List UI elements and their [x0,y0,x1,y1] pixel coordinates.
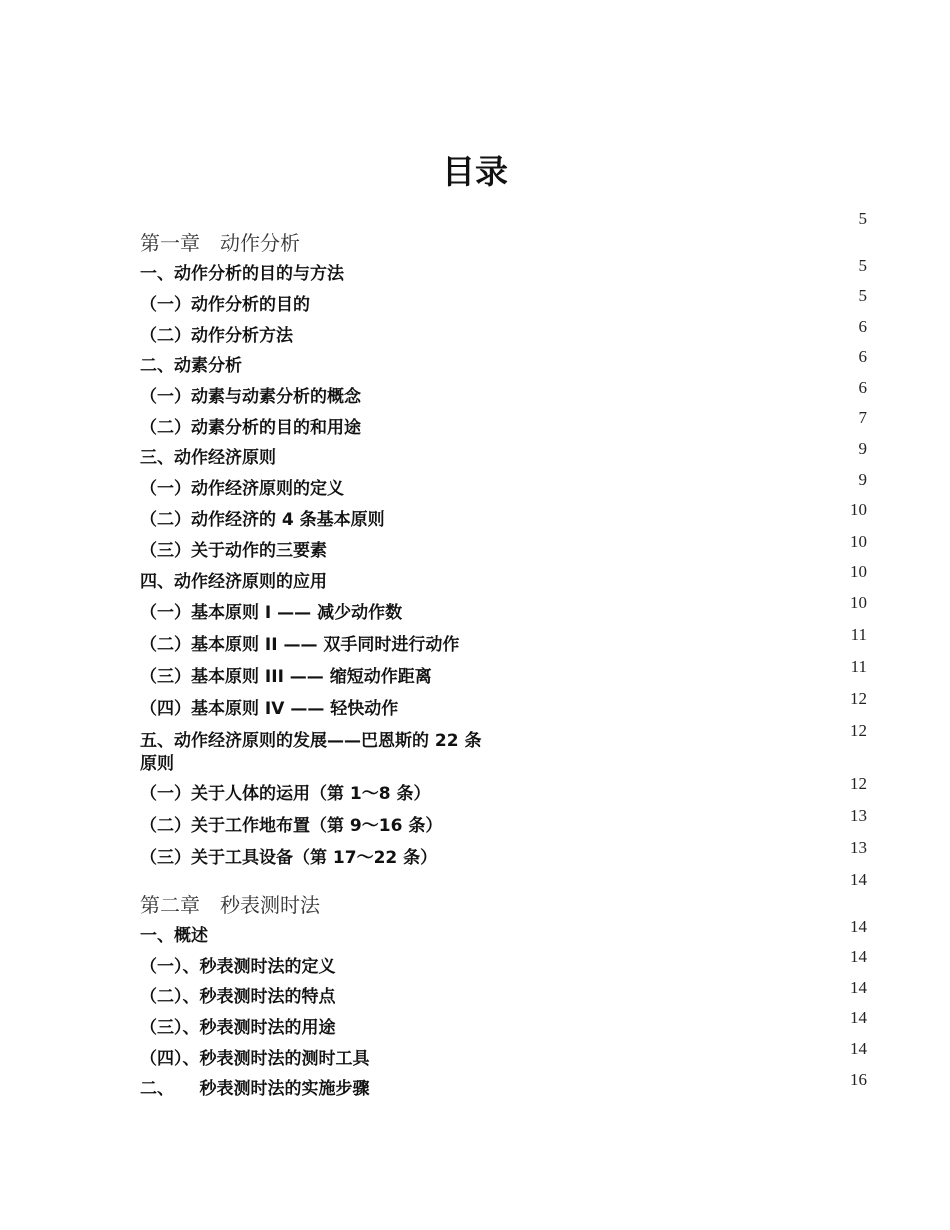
toc-entry[interactable]: （三）关于工具设备（第 17～22 条） [140,848,438,868]
toc-entry[interactable]: （四）基本原则 IV —— 轻快动作 [140,699,399,719]
toc-entry[interactable]: 一、概述 [140,926,208,946]
toc-entry[interactable]: （二）关于工作地布置（第 9～16 条） [140,816,443,836]
toc-page-number: 10 [850,593,867,612]
toc-entry[interactable]: 二、 秒表测时法的实施步骤 [140,1079,370,1099]
toc-entry[interactable]: （二）动作分析方法 [140,326,293,346]
toc-entry[interactable]: 一、动作分析的目的与方法 [140,264,344,284]
toc-entry[interactable]: 二、动素分析 [140,356,242,376]
toc-page-number: 9 [858,470,867,489]
toc-entry[interactable]: 四、动作经济原则的应用 [140,572,327,592]
toc-entry[interactable]: （三）基本原则 III —— 缩短动作距离 [140,667,432,687]
toc-page-number: 11 [850,625,867,644]
toc-entry[interactable]: （一）动素与动素分析的概念 [140,387,361,407]
toc-page-number: 10 [850,562,867,581]
toc-page-number: 14 [850,1008,867,1027]
toc-entry[interactable]: （二）、秒表测时法的特点 [140,987,336,1007]
toc-entry[interactable]: （三）、秒表测时法的用途 [140,1018,336,1038]
toc-entry[interactable]: （一）动作经济原则的定义 [140,479,344,499]
toc-page-number: 14 [850,978,867,997]
toc-page-number: 13 [850,806,867,825]
toc-page-number: 5 [858,286,867,305]
toc-page-number: 9 [858,439,867,458]
toc-page-number: 6 [858,317,867,336]
toc-page-number: 10 [850,532,867,551]
toc-page-number: 6 [858,347,867,366]
toc-page-number: 7 [858,408,867,427]
toc-entry[interactable]: （四）、秒表测时法的测时工具 [140,1049,370,1069]
toc-entry[interactable]: 五、动作经济原则的发展——巴恩斯的 22 条原则 [140,731,482,774]
toc-page-number: 12 [850,689,867,708]
toc-page-number: 10 [850,500,867,519]
toc-entry[interactable]: （二）基本原则 II —— 双手同时进行动作 [140,635,460,655]
toc-entry-chapter-2[interactable]: 第二章 秒表测时法 [140,893,320,917]
toc-entry[interactable]: （二）动作经济的 4 条基本原则 [140,510,385,530]
toc-page-number: 14 [850,917,867,936]
toc-page-number: 13 [850,838,867,857]
toc-entry[interactable]: （三）关于动作的三要素 [140,541,327,561]
toc-entry[interactable]: （二）动素分析的目的和用途 [140,418,361,438]
toc-page-number: 14 [850,870,867,889]
toc-entry[interactable]: （一）关于人体的运用（第 1～8 条） [140,784,431,804]
toc-entry-chapter-1[interactable]: 第一章 动作分析 [140,231,300,255]
toc-entry[interactable]: （一）动作分析的目的 [140,295,310,315]
toc-page-number: 5 [858,256,867,275]
toc-page-number: 12 [850,774,867,793]
toc-page-number: 11 [850,657,867,676]
toc-page-number: 14 [850,947,867,966]
toc-page-number: 12 [850,721,867,740]
toc-entry[interactable]: （一）基本原则 I —— 减少动作数 [140,603,403,623]
toc-page-number: 5 [858,209,867,228]
toc-entry[interactable]: （一）、秒表测时法的定义 [140,957,336,977]
toc-page-number: 14 [850,1039,867,1058]
toc-page-number: 16 [850,1070,867,1089]
toc-title: 目录 [442,152,508,191]
toc-page-number: 6 [858,378,867,397]
toc-entry[interactable]: 三、动作经济原则 [140,448,276,468]
